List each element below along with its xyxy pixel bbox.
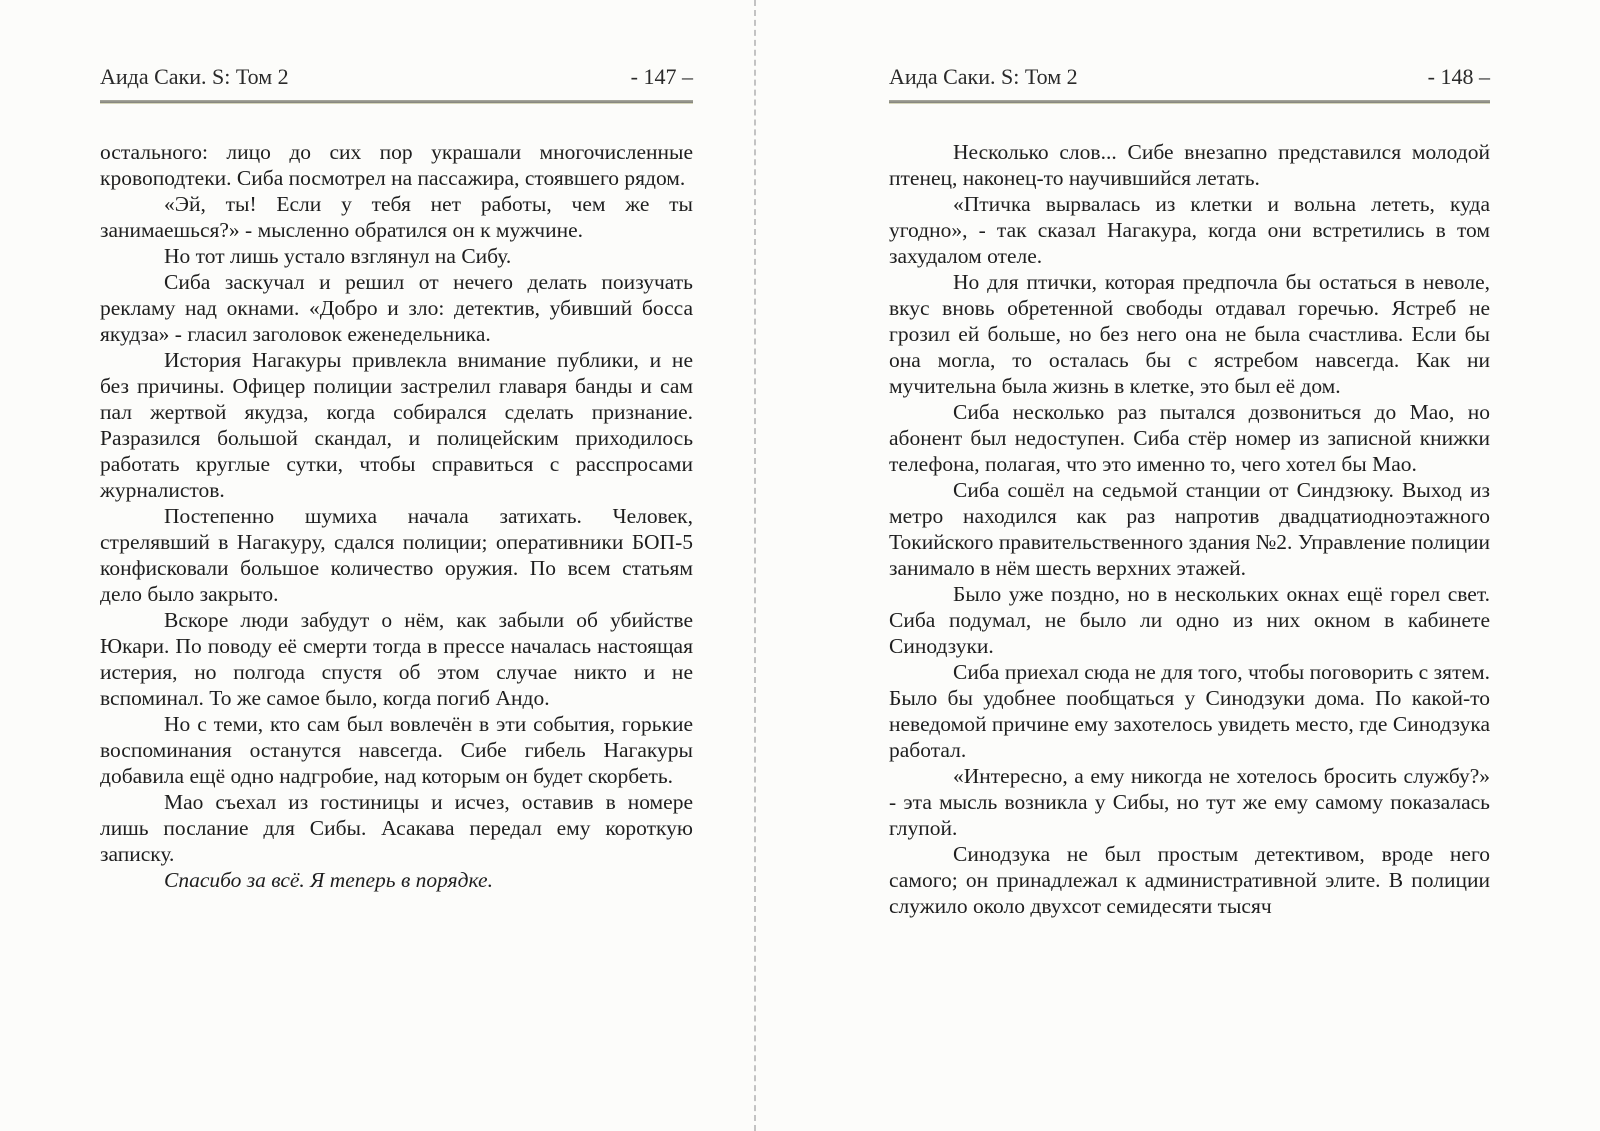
paragraph: Сиба несколько раз пытался дозвониться до Мао, но абонент был недоступен. Сиба стёр номер из записной книжки телефона, полагая, что это именно то, чего хотел бы Мао. [889, 400, 1490, 476]
paragraph: Сиба заскучал и решил от нечего делать поизучать рекламу над окнами. «Добро и зло: детектив, убивший босса якудза» - гласил заголовок еженедельника. [100, 270, 693, 346]
page-body [100, 139, 693, 893]
paragraph: Несколько слов... Сибе внезапно представился молодой птенец, наконец-то научившийся летать. [889, 140, 1490, 190]
paragraph: «Эй, ты! Если у тебя нет работы, чем же ты занимаешься?» - мысленно обратился он к мужчине. [100, 192, 693, 242]
center-fold-divider [754, 0, 756, 1131]
paragraph: Постепенно шумиха начала затихать. Человек, стрелявший в Нагакуру, сдался полиции; оперативники БОП-5 конфисковали большое количество оружия. По всем статьям дело было закрыто. [100, 504, 693, 606]
paragraph: Спасибо за всё. Я теперь в порядке. [164, 868, 493, 892]
header-rule [100, 100, 693, 104]
header-rule [889, 100, 1490, 104]
paragraph: Сиба приехал сюда не для того, чтобы поговорить с зятем. Было бы удобнее пообщаться у Синодзуки дома. По какой-то неведомой причине ему захотелось увидеть место, где Синодзука работал. [889, 660, 1490, 762]
paragraph: Но тот лишь устало взглянул на Сибу. [164, 244, 512, 268]
paragraph: Но для птички, которая предпочла бы остаться в неволе, вкус вновь обретенной свободы отдавал горечью. Ястреб не грозил ей больше, но без него она не была счастлива. Если бы она могла, то осталась бы с ястребом навсегда. Как ни мучительна была жизнь в клетке, это был её дом. [889, 270, 1490, 398]
paragraph: Синодзука не был простым детективом, вроде него самого; он принадлежал к административной элите. В полиции служило около двухсот семидесяти тысяч [889, 842, 1490, 918]
paragraph: Сиба сошёл на седьмой станции от Синдзюку. Выход из метро находился как раз напротив двадцатиодноэтажного Токийского правительственного здания №2. Управление полиции занимало в нём шесть верхних этажей. [889, 478, 1490, 580]
book-title: Аида Саки. S: Том 2 [100, 64, 289, 89]
page-148 [889, 0, 1490, 1131]
page-header [889, 64, 1490, 90]
paragraph: Вскоре люди забудут о нём, как забыли об убийстве Юкари. По поводу её смерти тогда в прессе началась настоящая истерия, но полгода спустя об этом случае никто и не вспоминал. То же самое было, когда погиб Андо. [100, 608, 693, 710]
page-number: - 147 – [630, 64, 693, 89]
paragraph: Мао съехал из гостиницы и исчез, оставив в номере лишь послание для Сибы. Асакава передал ему короткую записку. [100, 790, 693, 866]
paragraph: остального: лицо до сих пор украшали многочисленные кровоподтеки. Сиба посмотрел на пассажира, стоявшего рядом. [100, 140, 693, 190]
page-header [100, 64, 693, 90]
page-number: - 148 – [1427, 64, 1490, 89]
paragraph: «Птичка вырвалась из клетки и вольна лететь, куда угодно», - так сказал Нагакура, когда они встретились в том захудалом отеле. [889, 192, 1490, 268]
paragraph: Но с теми, кто сам был вовлечён в эти события, горькие воспоминания останутся навсегда. Сибе гибель Нагакуры добавила ещё одно надгробие, над которым он будет скорбеть. [100, 712, 693, 788]
page-147 [100, 0, 693, 1131]
paragraph: «Интересно, а ему никогда не хотелось бросить службу?» - эта мысль возникла у Сибы, но тут же ему самому показалась глупой. [889, 764, 1490, 840]
page-body [889, 139, 1490, 919]
paragraph: История Нагакуры привлекла внимание публики, и не без причины. Офицер полиции застрелил главаря банды и сам пал жертвой якудза, когда собирался сделать признание. Разразился большой скандал, и полицейским приходилось работать круглые сутки, чтобы справиться с расспросами журналистов. [100, 348, 693, 502]
book-title: Аида Саки. S: Том 2 [889, 64, 1078, 89]
paragraph: Было уже поздно, но в нескольких окнах ещё горел свет. Сиба подумал, не было ли одно из них окном в кабинете Синодзуки. [889, 582, 1490, 658]
